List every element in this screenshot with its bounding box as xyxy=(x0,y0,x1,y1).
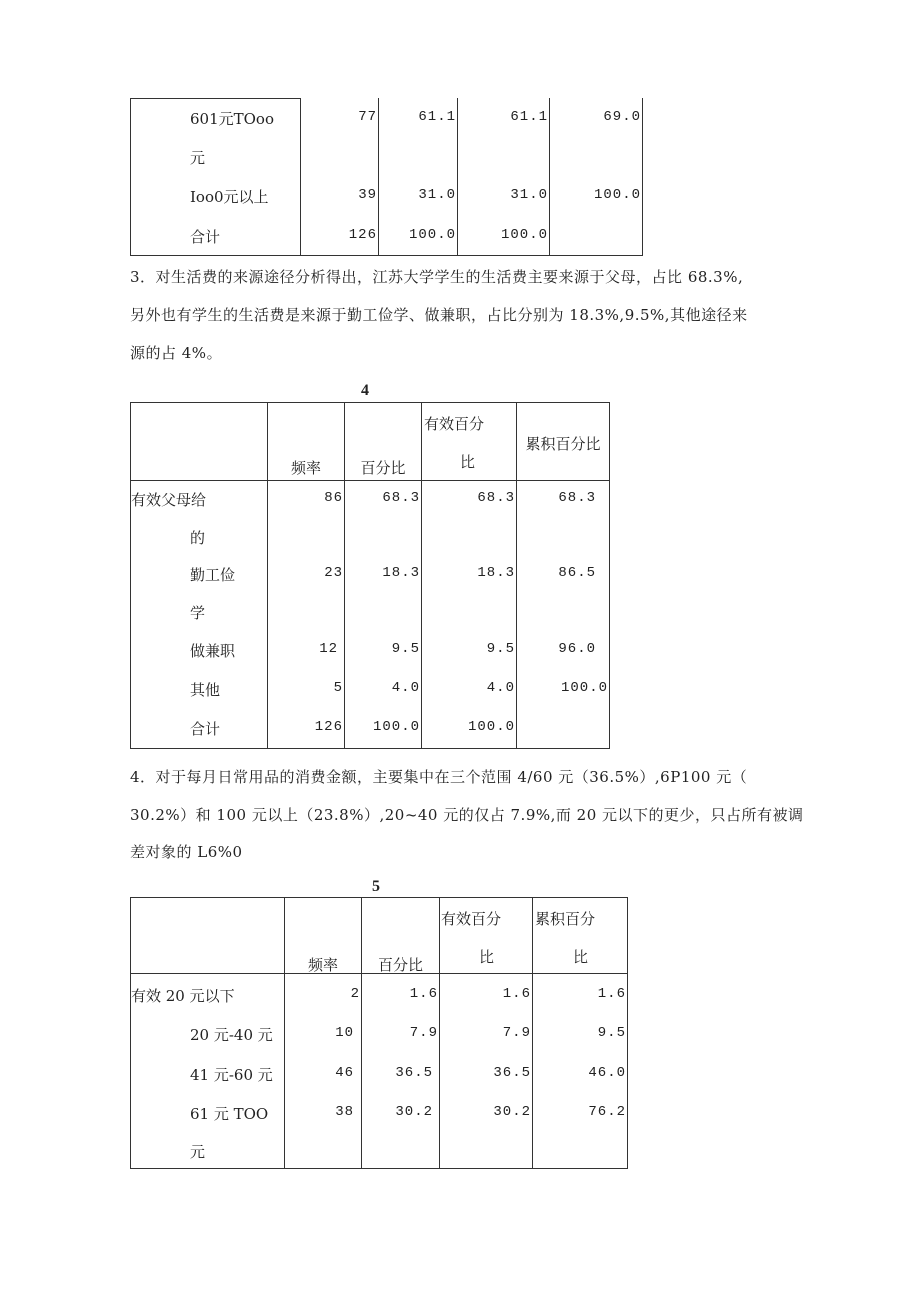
cell-valid-percent: 1.6 xyxy=(502,986,531,1002)
row-label: 有效 20 元以下 xyxy=(131,987,235,1005)
header-valid-percent: 有效百分 xyxy=(441,910,502,928)
table-border xyxy=(130,480,609,481)
cell-frequency: 10 xyxy=(335,1025,354,1041)
row-label: 的 xyxy=(190,529,206,547)
cell-percent: 30.2 xyxy=(395,1104,433,1120)
cell-percent: 31.0 xyxy=(418,187,456,203)
cell-percent: 61.1 xyxy=(418,109,456,125)
cell-frequency: 23 xyxy=(324,565,343,581)
table-border xyxy=(130,98,131,256)
cell-cumulative-percent: 9.5 xyxy=(597,1025,626,1041)
table-border xyxy=(130,98,300,99)
paragraph-line: 另外也有学生的生活费是来源于勤工俭学、做兼职，占比分别为 18.3%,9.5%,其他途径来 xyxy=(130,306,748,324)
cell-frequency: 2 xyxy=(350,986,360,1002)
header-cumulative-percent: 累积百分比 xyxy=(525,435,601,453)
header-frequency: 频率 xyxy=(290,459,321,477)
paragraph-line: 4．对于每月日常用品的消费金额，主要集中在三个范围 4/60 元（36.5%）,6P100 元（ xyxy=(130,768,748,786)
row-label: 合计 xyxy=(190,720,221,738)
cell-frequency: 38 xyxy=(335,1104,354,1120)
header-valid-percent-2: 比 xyxy=(460,453,476,471)
row-label: 61 元 TOO xyxy=(190,1105,269,1123)
cell-percent: 68.3 xyxy=(382,490,420,506)
row-label: 20 元-40 元 xyxy=(190,1026,273,1044)
cell-cumulative-percent: 1.6 xyxy=(597,986,626,1002)
cell-valid-percent: 31.0 xyxy=(510,187,548,203)
row-label: 做兼职 xyxy=(190,642,236,660)
row-label: 元 xyxy=(190,149,206,167)
cell-percent: 9.5 xyxy=(391,641,420,657)
cell-percent: 1.6 xyxy=(409,986,438,1002)
cell-percent: 100.0 xyxy=(372,719,420,735)
cell-cumulative-percent: 76.2 xyxy=(588,1104,626,1120)
cell-percent: 18.3 xyxy=(382,565,420,581)
cell-valid-percent: 100.0 xyxy=(500,227,548,243)
table-border xyxy=(130,255,643,256)
cell-valid-percent: 4.0 xyxy=(486,680,515,696)
cell-percent: 36.5 xyxy=(395,1065,433,1081)
cell-valid-percent: 36.5 xyxy=(493,1065,531,1081)
header-frequency: 频率 xyxy=(307,956,338,974)
cell-cumulative-percent: 100.0 xyxy=(593,187,641,203)
cell-cumulative-percent: 68.3 xyxy=(558,490,596,506)
cell-frequency: 126 xyxy=(348,227,377,243)
cell-valid-percent: 100.0 xyxy=(467,719,515,735)
cell-valid-percent: 68.3 xyxy=(477,490,515,506)
row-label: 41 元-60 元 xyxy=(190,1066,273,1084)
row-label: 其他 xyxy=(190,681,221,699)
cell-frequency: 5 xyxy=(333,680,343,696)
table-border xyxy=(130,897,628,898)
header-valid-percent: 有效百分 xyxy=(424,415,485,433)
cell-valid-percent: 7.9 xyxy=(502,1025,531,1041)
header-cumulative-percent-2: 比 xyxy=(573,948,589,966)
cell-cumulative-percent: 86.5 xyxy=(558,565,596,581)
table-number: 4 xyxy=(361,382,369,399)
cell-frequency: 77 xyxy=(358,109,377,125)
cell-cumulative-percent: 46.0 xyxy=(588,1065,626,1081)
row-label: Ioo0元以上 xyxy=(190,188,269,206)
cell-frequency: 86 xyxy=(324,490,343,506)
table-border xyxy=(130,1168,628,1169)
row-label: 有效父母给 xyxy=(131,491,207,509)
row-label: 学 xyxy=(190,604,206,622)
header-valid-percent-2: 比 xyxy=(479,948,495,966)
cell-frequency: 39 xyxy=(358,187,377,203)
header-percent: 百分比 xyxy=(377,956,423,974)
paragraph-line: 源的占 4%。 xyxy=(130,344,223,362)
cell-cumulative-percent: 69.0 xyxy=(603,109,641,125)
table-border xyxy=(609,402,610,749)
row-label: 勤工俭 xyxy=(190,566,236,584)
cell-frequency: 126 xyxy=(314,719,343,735)
row-label: 元 xyxy=(190,1143,206,1161)
cell-percent: 100.0 xyxy=(408,227,456,243)
row-label: 601元TOoo xyxy=(190,110,274,128)
cell-valid-percent: 18.3 xyxy=(477,565,515,581)
cell-percent: 4.0 xyxy=(391,680,420,696)
table-border xyxy=(627,897,628,1169)
header-cumulative-percent: 累积百分 xyxy=(535,910,596,928)
paragraph-line: 差对象的 L6%0 xyxy=(130,843,243,861)
table-border xyxy=(130,748,609,749)
table-border xyxy=(130,402,131,749)
cell-valid-percent: 9.5 xyxy=(486,641,515,657)
table-number: 5 xyxy=(372,878,380,895)
paragraph-line: 3．对生活费的来源途径分析得出，江苏大学学生的生活费主要来源于父母，占比 68.3%, xyxy=(130,268,744,286)
row-label: 合计 xyxy=(190,228,221,246)
cell-cumulative-percent: 100.0 xyxy=(560,680,608,696)
table-border xyxy=(130,897,131,1169)
cell-valid-percent: 30.2 xyxy=(493,1104,531,1120)
cell-valid-percent: 61.1 xyxy=(510,109,548,125)
cell-frequency: 12 xyxy=(319,641,338,657)
cell-cumulative-percent: 96.0 xyxy=(558,641,596,657)
header-percent: 百分比 xyxy=(360,459,406,477)
paragraph-line: 30.2%）和 100 元以上（23.8%）,20~40 元的仅占 7.9%,而 20 元以下的更少，只占所有被调 xyxy=(130,806,804,824)
cell-percent: 7.9 xyxy=(409,1025,438,1041)
table-border xyxy=(642,98,643,256)
table-border xyxy=(130,402,609,403)
cell-frequency: 46 xyxy=(335,1065,354,1081)
